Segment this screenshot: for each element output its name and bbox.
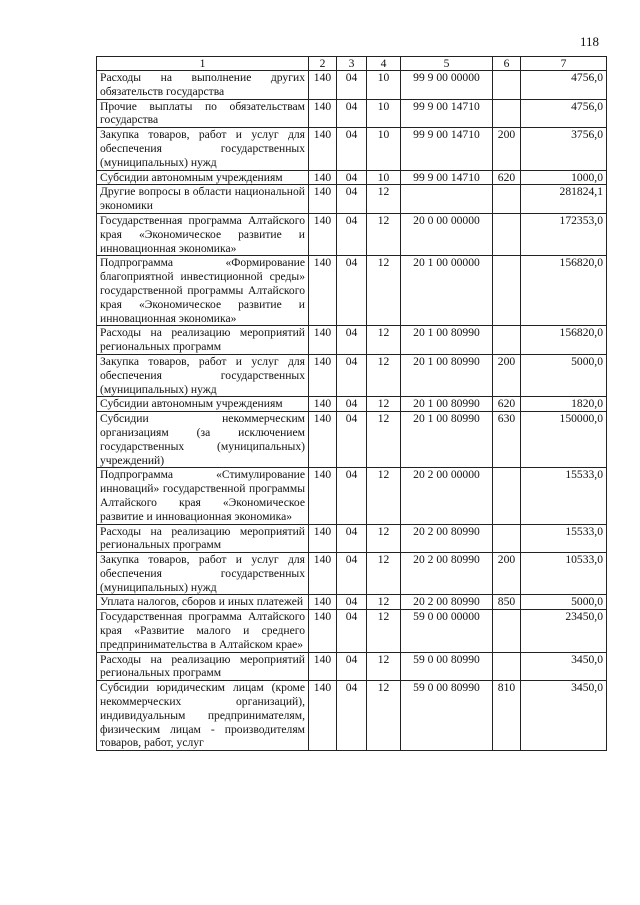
subsection-code-cell: 12 — [367, 468, 401, 524]
target-article-code-cell — [401, 185, 493, 214]
table-row — [97, 213, 607, 255]
section-code-cell: 04 — [337, 326, 367, 355]
expense-type-code-cell: 200 — [493, 553, 521, 595]
section-code-cell: 04 — [337, 71, 367, 100]
column-header: 5 — [401, 57, 493, 71]
ministry-code-cell: 140 — [309, 128, 337, 170]
table-row — [97, 170, 607, 185]
target-article-code-cell: 20 2 00 80990 — [401, 553, 493, 595]
amount-cell: 150000,0 — [521, 412, 607, 468]
section-code-cell: 04 — [337, 213, 367, 255]
expense-type-code-cell: 200 — [493, 128, 521, 170]
table-body — [97, 71, 607, 751]
target-article-code-cell: 99 9 00 14710 — [401, 99, 493, 128]
ministry-code-cell: 140 — [309, 170, 337, 185]
item-name-cell: Закупка товаров, работ и услуг для обеспечения государственных (муниципальных) нужд — [97, 354, 309, 396]
subsection-code-cell: 12 — [367, 412, 401, 468]
section-code-cell: 04 — [337, 256, 367, 326]
target-article-code-cell: 59 0 00 00000 — [401, 610, 493, 652]
expense-type-code-cell: 620 — [493, 170, 521, 185]
ministry-code-cell: 140 — [309, 256, 337, 326]
target-article-code-cell: 20 1 00 80990 — [401, 397, 493, 412]
expense-type-code-cell: 620 — [493, 397, 521, 412]
item-name-cell: Подпрограмма «Стимулирование инноваций» государственной программы Алтайского края «Экономическое развитие и инновационная экономика» — [97, 468, 309, 524]
amount-cell: 23450,0 — [521, 610, 607, 652]
ministry-code-cell: 140 — [309, 326, 337, 355]
amount-cell: 281824,1 — [521, 185, 607, 214]
section-code-cell: 04 — [337, 524, 367, 553]
item-name-cell: Государственная программа Алтайского края «Экономическое развитие и инновационная экономика» — [97, 213, 309, 255]
expense-type-code-cell: 850 — [493, 595, 521, 610]
target-article-code-cell: 99 9 00 00000 — [401, 71, 493, 100]
amount-cell: 1820,0 — [521, 397, 607, 412]
column-header: 6 — [493, 57, 521, 71]
amount-cell: 4756,0 — [521, 99, 607, 128]
amount-cell: 156820,0 — [521, 256, 607, 326]
ministry-code-cell: 140 — [309, 397, 337, 412]
item-name-cell: Расходы на выполнение других обязательств государства — [97, 71, 309, 100]
section-code-cell: 04 — [337, 170, 367, 185]
item-name-cell: Расходы на реализацию мероприятий региональных программ — [97, 326, 309, 355]
ministry-code-cell: 140 — [309, 468, 337, 524]
item-name-cell: Подпрограмма «Формирование благоприятной инвестиционной среды» государственной программы Алтайского края «Экономическое развитие и инновационная экономика» — [97, 256, 309, 326]
table-row — [97, 652, 607, 681]
subsection-code-cell: 12 — [367, 681, 401, 751]
column-header: 2 — [309, 57, 337, 71]
target-article-code-cell: 20 1 00 80990 — [401, 326, 493, 355]
table-row — [97, 610, 607, 652]
table-row — [97, 128, 607, 170]
column-header: 4 — [367, 57, 401, 71]
subsection-code-cell: 12 — [367, 524, 401, 553]
table-row — [97, 99, 607, 128]
expense-type-code-cell — [493, 524, 521, 553]
amount-cell: 1000,0 — [521, 170, 607, 185]
item-name-cell: Субсидии некоммерческим организациям (за исключением государственных (муниципальных) учреждений) — [97, 412, 309, 468]
ministry-code-cell: 140 — [309, 99, 337, 128]
amount-cell: 15533,0 — [521, 524, 607, 553]
amount-cell: 10533,0 — [521, 553, 607, 595]
amount-cell: 5000,0 — [521, 354, 607, 396]
budget-table — [96, 56, 607, 751]
ministry-code-cell: 140 — [309, 185, 337, 214]
section-code-cell: 04 — [337, 354, 367, 396]
ministry-code-cell: 140 — [309, 681, 337, 751]
table-row — [97, 553, 607, 595]
item-name-cell: Закупка товаров, работ и услуг для обеспечения государственных (муниципальных) нужд — [97, 553, 309, 595]
expense-type-code-cell — [493, 256, 521, 326]
subsection-code-cell: 10 — [367, 128, 401, 170]
ministry-code-cell: 140 — [309, 213, 337, 255]
item-name-cell: Субсидии автономным учреждениям — [97, 170, 309, 185]
section-code-cell: 04 — [337, 652, 367, 681]
section-code-cell: 04 — [337, 610, 367, 652]
table-row — [97, 397, 607, 412]
table-row — [97, 681, 607, 751]
expense-type-code-cell — [493, 326, 521, 355]
table-row — [97, 256, 607, 326]
column-header: 1 — [97, 57, 309, 71]
table-row — [97, 412, 607, 468]
table-row — [97, 524, 607, 553]
expense-type-code-cell: 630 — [493, 412, 521, 468]
item-name-cell: Уплата налогов, сборов и иных платежей — [97, 595, 309, 610]
subsection-code-cell: 12 — [367, 354, 401, 396]
amount-cell: 5000,0 — [521, 595, 607, 610]
subsection-code-cell: 12 — [367, 256, 401, 326]
ministry-code-cell: 140 — [309, 524, 337, 553]
subsection-code-cell: 10 — [367, 71, 401, 100]
expense-type-code-cell — [493, 185, 521, 214]
amount-cell: 172353,0 — [521, 213, 607, 255]
expense-type-code-cell — [493, 213, 521, 255]
subsection-code-cell: 12 — [367, 652, 401, 681]
expense-type-code-cell: 810 — [493, 681, 521, 751]
item-name-cell: Субсидии юридическим лицам (кроме некоммерческих организаций), индивидуальным предпринимателям, физическим лицам - производителям товаров, работ, услуг — [97, 681, 309, 751]
column-header: 3 — [337, 57, 367, 71]
expense-type-code-cell — [493, 652, 521, 681]
section-code-cell: 04 — [337, 99, 367, 128]
section-code-cell: 04 — [337, 681, 367, 751]
subsection-code-cell: 12 — [367, 595, 401, 610]
subsection-code-cell: 12 — [367, 553, 401, 595]
target-article-code-cell: 20 2 00 80990 — [401, 595, 493, 610]
amount-cell: 3756,0 — [521, 128, 607, 170]
table-row — [97, 326, 607, 355]
target-article-code-cell: 20 1 00 80990 — [401, 412, 493, 468]
target-article-code-cell: 99 9 00 14710 — [401, 170, 493, 185]
section-code-cell: 04 — [337, 185, 367, 214]
table-row — [97, 595, 607, 610]
table-row — [97, 185, 607, 214]
target-article-code-cell: 59 0 00 80990 — [401, 652, 493, 681]
page-number: 118 — [580, 34, 600, 49]
item-name-cell: Расходы на реализацию мероприятий региональных программ — [97, 652, 309, 681]
table-row — [97, 71, 607, 100]
amount-cell: 3450,0 — [521, 681, 607, 751]
item-name-cell: Государственная программа Алтайского края «Развитие малого и среднего предпринимательства в Алтайском крае» — [97, 610, 309, 652]
item-name-cell: Другие вопросы в области национальной экономики — [97, 185, 309, 214]
target-article-code-cell: 99 9 00 14710 — [401, 128, 493, 170]
expense-type-code-cell — [493, 71, 521, 100]
amount-cell: 156820,0 — [521, 326, 607, 355]
target-article-code-cell: 20 0 00 00000 — [401, 213, 493, 255]
section-code-cell: 04 — [337, 412, 367, 468]
table-header-row — [97, 57, 607, 71]
section-code-cell: 04 — [337, 128, 367, 170]
ministry-code-cell: 140 — [309, 354, 337, 396]
table-row — [97, 468, 607, 524]
subsection-code-cell: 10 — [367, 170, 401, 185]
section-code-cell: 04 — [337, 468, 367, 524]
subsection-code-cell: 10 — [367, 99, 401, 128]
expense-type-code-cell — [493, 610, 521, 652]
column-header: 7 — [521, 57, 607, 71]
amount-cell: 3450,0 — [521, 652, 607, 681]
section-code-cell: 04 — [337, 595, 367, 610]
ministry-code-cell: 140 — [309, 595, 337, 610]
section-code-cell: 04 — [337, 397, 367, 412]
target-article-code-cell: 59 0 00 80990 — [401, 681, 493, 751]
ministry-code-cell: 140 — [309, 553, 337, 595]
item-name-cell: Прочие выплаты по обязательствам государства — [97, 99, 309, 128]
subsection-code-cell: 12 — [367, 397, 401, 412]
table-row — [97, 354, 607, 396]
expense-type-code-cell — [493, 468, 521, 524]
subsection-code-cell: 12 — [367, 326, 401, 355]
subsection-code-cell: 12 — [367, 610, 401, 652]
expense-type-code-cell: 200 — [493, 354, 521, 396]
ministry-code-cell: 140 — [309, 610, 337, 652]
item-name-cell: Расходы на реализацию мероприятий региональных программ — [97, 524, 309, 553]
ministry-code-cell: 140 — [309, 652, 337, 681]
item-name-cell: Закупка товаров, работ и услуг для обеспечения государственных (муниципальных) нужд — [97, 128, 309, 170]
target-article-code-cell: 20 1 00 80990 — [401, 354, 493, 396]
section-code-cell: 04 — [337, 553, 367, 595]
target-article-code-cell: 20 1 00 00000 — [401, 256, 493, 326]
expense-type-code-cell — [493, 99, 521, 128]
ministry-code-cell: 140 — [309, 71, 337, 100]
amount-cell: 4756,0 — [521, 71, 607, 100]
target-article-code-cell: 20 2 00 00000 — [401, 468, 493, 524]
ministry-code-cell: 140 — [309, 412, 337, 468]
item-name-cell: Субсидии автономным учреждениям — [97, 397, 309, 412]
subsection-code-cell: 12 — [367, 185, 401, 214]
target-article-code-cell: 20 2 00 80990 — [401, 524, 493, 553]
subsection-code-cell: 12 — [367, 213, 401, 255]
amount-cell: 15533,0 — [521, 468, 607, 524]
